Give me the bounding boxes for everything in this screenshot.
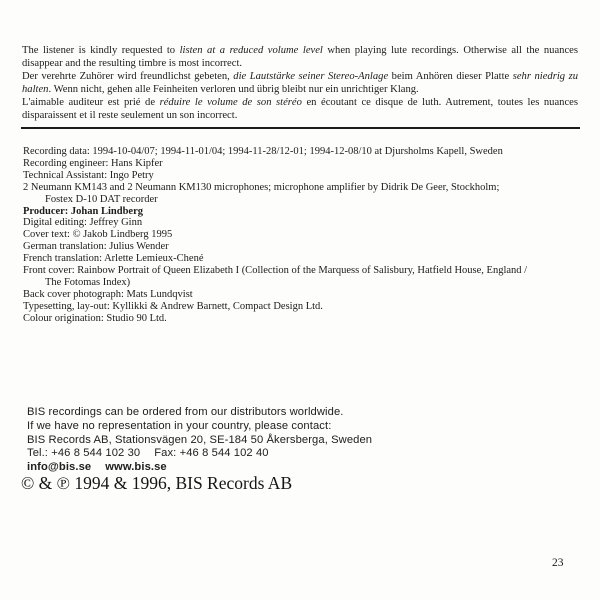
notice-en-text: when playing lute recordings. Otherwise all the nuances disappear and the resulting timbre is most incorrect. — [22, 45, 578, 69]
credit-line-back-cover-photo: Back cover photograph: Mats Lundqvist — [23, 288, 193, 300]
notice-de-italic: sehr niedrig zu halten — [22, 71, 578, 95]
credit-line-front-cover: Front cover: Rainbow Portrait of Queen Elizabeth I (Collection of the Marquess of Salisbury, Hatfield House, England / — [23, 265, 528, 277]
notice-de-italic: die Lautstärke seiner Stereo-Anlage — [233, 71, 389, 82]
credit-line-recorder: Fostex D-10 DAT recorder — [45, 193, 158, 205]
telephone-number: Tel.: +46 8 544 102 30 — [27, 447, 141, 460]
distributor-line-worldwide: BIS recordings can be ordered from our distributors worldwide. — [27, 406, 344, 418]
notice-paragraph-french — [22, 96, 578, 122]
credit-line-microphones: 2 Neumann KM143 and 2 Neumann KM130 microphones; microphone amplifier by Didrik De Geer, Stockholm; — [23, 181, 500, 193]
credit-line-digital-editing: Digital editing: Jeffrey Ginn — [23, 217, 143, 229]
notice-paragraph-english — [22, 44, 578, 70]
credit-line-producer: Producer: Johan Lindberg — [23, 205, 143, 217]
divider-rule — [21, 127, 580, 129]
website-address: www.bis.se — [105, 461, 167, 474]
notice-paragraph-german — [22, 70, 578, 96]
notice-fr-text: en écoutant ce disque de luth. Autrement, toutes les nuances disparaissent et il reste seulement un son incorrect. — [22, 97, 578, 121]
copyright-line: © & ℗ 1994 & 1996, BIS Records AB — [21, 473, 293, 493]
notice-fr-text: L'aimable auditeur est prié de — [22, 97, 160, 108]
credit-line-german-translation: German translation: Julius Wender — [23, 241, 169, 253]
phone-fax-line — [27, 447, 372, 461]
email-address: info@bis.se — [27, 461, 92, 474]
page-number: 23 — [552, 557, 564, 569]
fax-number: Fax: +46 8 544 102 40 — [154, 447, 269, 460]
notice-de-text: beim Anhören dieser Platte — [388, 71, 513, 82]
credit-line-recording-data: Recording data: 1994-10-04/07; 1994-11-01/04; 1994-11-28/12-01; 1994-12-08/10 at Djursholms Kapell, Sweden — [23, 146, 503, 157]
distributor-block — [27, 406, 372, 475]
credit-line-colour-origination: Colour origination: Studio 90 Ltd. — [23, 312, 167, 324]
credit-line-french-translation: French translation: Arlette Lemieux-Chené — [23, 253, 204, 265]
distributor-line-contact: If we have no representation in your country, please contact: — [27, 419, 332, 432]
notice-de-text: Der verehrte Zuhörer wird freundlichst gebeten, — [22, 71, 234, 82]
credit-line-recording-engineer: Recording engineer: Hans Kipfer — [23, 157, 163, 169]
notice-en-text: The listener is kindly requested to — [22, 45, 180, 56]
credit-line-typesetting: Typesetting, lay-out: Kyllikki & Andrew Barnett, Compact Design Ltd. — [23, 300, 323, 312]
distributor-line-address: BIS Records AB, Stationsvägen 20, SE-184 50 Åkersberga, Sweden — [27, 433, 373, 446]
credit-line-technical-assistant: Technical Assistant: Ingo Petry — [23, 169, 154, 181]
credits-block — [23, 146, 590, 325]
credit-line-front-cover-cont: The Fotomas Index) — [45, 276, 131, 288]
listening-notice — [22, 44, 578, 122]
notice-en-italic: listen at a reduced volume level — [179, 45, 323, 56]
notice-de-text: . Wenn nicht, gehen alle Feinheiten verloren und übrig bleibt nur ein unrichtiger Klang. — [48, 84, 419, 95]
notice-fr-italic: réduire le volume de son stéréo — [159, 97, 302, 108]
credit-line-cover-text: Cover text: © Jakob Lindberg 1995 — [23, 229, 173, 241]
